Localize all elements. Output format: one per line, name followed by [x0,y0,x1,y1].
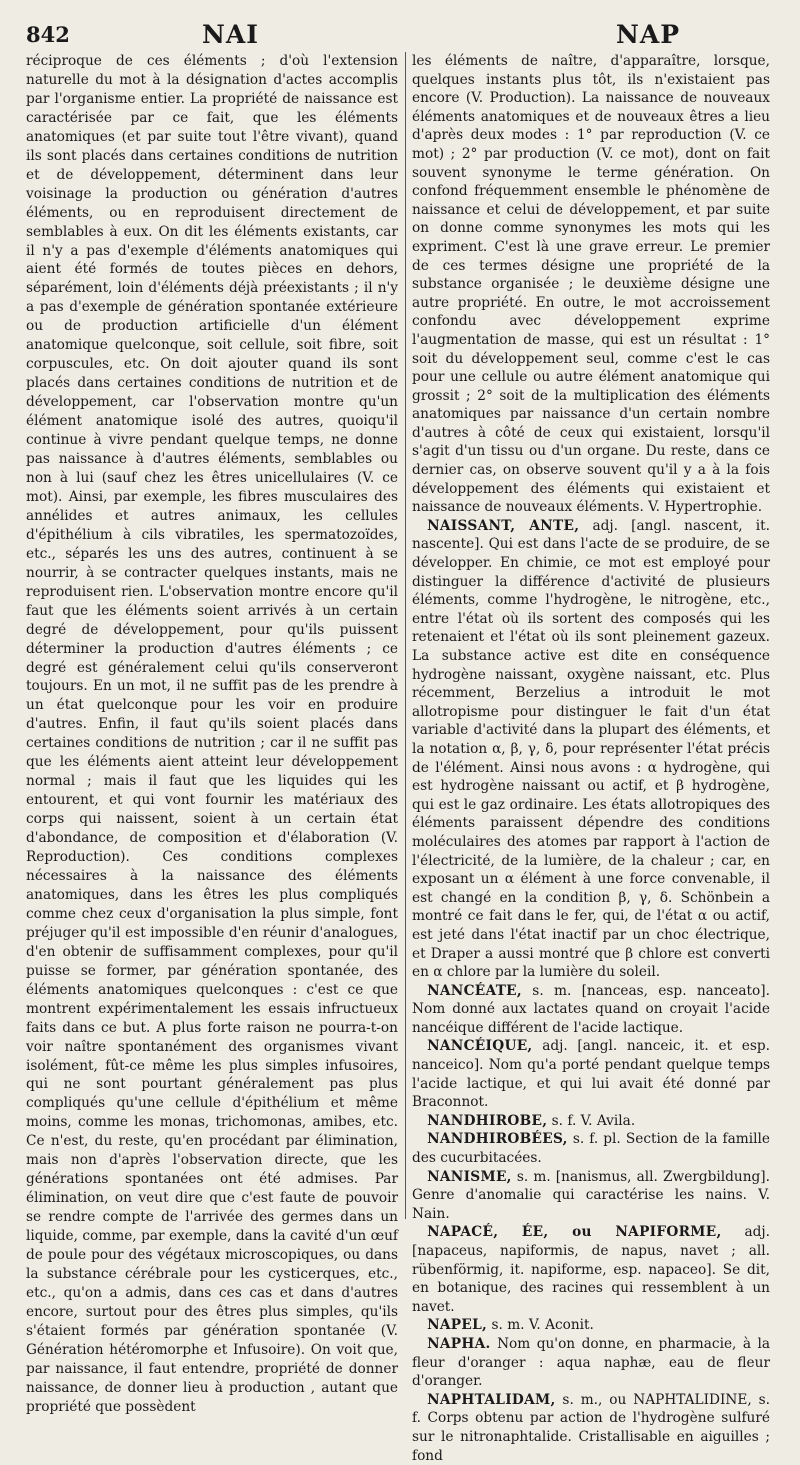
entry-text: s. f. pl. Section de la famille des cucurbitacées. [412,1131,770,1167]
entry-headword: NAPHTALIDAM, [427,1391,556,1408]
entry-headword: NANDHIROBÉES, [427,1131,568,1148]
continued-paragraph: les éléments de naître, d'apparaître, lorsque, quelques instants plus tôt, ils n'existaient pas encore (V. Production). La naissance de nouveaux éléments anatomiques et de nouveaux êtres a lieu d'après deux modes : 1° par reproduction (V. ce mot) ; 2° par production (V. ce mot), dont on fait souvent synonyme le terme génération. On confond fréquemment ensemble le phénomène de naissance et celui de développement, et par suite on donne comme synonymes les mots qui les expriment. C'est là une grave erreur. Le premier de ces termes désigne une propriété de la substance organisée ; le deuxième désigne une autre propriété. En outre, le mot accroissement confondu avec développement exprime l'augmentation de masse, qui est un résultat : 1° soit du développement seul, comme c'est le cas pour une cellule ou autre élément anatomique qui grossit ; 2° soit de la multiplication des éléments anatomiques par naissance d'un certain nombre d'autres à côté de ceux qui existaient, lorsqu'il s'agit d'un tissu ou d'un organe. Du reste, dans ce dernier cas, on observe souvent qu'il y a à la fois développement des éléments qui existaient et naissance de nouveaux éléments. V. Hypertrophie. [412,53,770,516]
page-number: 842 [26,22,70,47]
left-running-head: NAI [202,20,259,49]
dictionary-entry [412,1037,770,1111]
dictionary-entry [412,1168,770,1224]
entry-text: adj. [angl. nascent, it. nascente]. Qui est dans l'acte de se produire, de se développer. En chimie, ce mot est employé pour distinguer la différence d'activité de plusieurs éléments, comme l'hydrogène, le nitrogène, etc., entre l'état où ils sortent des composés qui les retenaient et l'état où ils sont pleinement gazeux. La substance active est dite en conséquence hydrogène naissant, oxygène naissant, etc. Plus récemment, Berzelius a introduit le mot allotropisme pour distinguer le fait d'un état variable d'activité dans la plupart des éléments, et la notation α, β, γ, δ, pour représenter l'état précis de l'élément. Ainsi nous avons : α hydrogène, qui est hydrogène naissant ou actif, et β hydrogène, qui est le gaz ordinaire. Les états allotropiques des éléments paraissent dépendre des conditions moléculaires des atomes par rapport à l'action de l'électricité, de la lumière, de la chaleur ; car, en exposant un α élément à une force convenable, il est changé en la condition β, γ, δ. Schönbein a montré ce fait dans le fer, qui, de l'état α ou actif, est jeté dans l'état inactif par un choc électrique, et Draper a aussi montré que β chlore est converti en α chlore par la lumière du soleil. [412,517,770,981]
dictionary-entry [412,1112,770,1131]
dictionary-entry [412,1130,770,1167]
dictionary-entry [412,1391,770,1465]
dictionary-entry [412,517,770,982]
entry-text: s. m. [nanceas, esp. nanceato]. Nom donné aux lactates quand on croyait l'acide nancéique différent de l'acide lactique. [412,982,770,1036]
dictionary-entry [412,1223,770,1316]
entry-headword: NAPACÉ, ÉE, ou NAPIFORME, [427,1224,722,1241]
dictionary-entry [412,1316,770,1335]
dictionary-entry [412,982,770,1038]
entry-text: adj. [napaceus, napiformis, de napus, navet ; all. rübenförmig, it. napiforme, esp. napaceo]. Se dit, en botanique, des racines qui ressemblent à un navet. [412,1224,770,1315]
entry-text: Nom qu'on donne, en pharmacie, à la fleur d'oranger : aqua naphæ, eau de fleur d'oranger. [412,1335,771,1390]
continued-paragraph: réciproque de ces éléments ; d'où l'extension naturelle du mot à la désignation d'actes accomplis par l'organisme entier. La propriété de naissance est caractérisée par ce fait, que les éléments anatomiques (et par suite tout l'être vivant), quand ils sont placés dans certaines conditions de nutrition et de développement, déterminent dans leur voisinage la production ou génération d'autres éléments, ou en reproduisent directement de semblables à eux. On dit les éléments existants, car il n'y a pas d'exemple d'éléments anatomiques qui aient été formés de toutes pièces en dehors, séparément, loin d'éléments déjà préexistants ; il n'y a pas d'exemple de génération spontanée extérieure ou de production artificielle d'un élément anatomique quelconque, soit cellule, soit fibre, soit corpuscules, etc. On doit ajouter quand ils sont placés dans certaines conditions de nutrition et de développement, car l'observation montre qu'un élément anatomique isolé des autres, quoiqu'il continue à vivre pendant quelque temps, ne donne pas naissance à d'autres éléments, semblables ou non à lui (sauf chez les êtres unicellulaires (V. ce mot). Ainsi, par exemple, les fibres musculaires des annélides et autres animaux, les cellules d'épithélium à cils vibratiles, les spermatozoïdes, etc., séparés les uns des autres, continuent à se nourrir, à se contracter quelques instants, mais ne reproduisent rien. L'observation montre encore qu'il faut que les éléments soient arrivés à un certain degré de développement, pour qu'ils puissent déterminer la production d'autres éléments ; ce degré est généralement celui qu'ils conserveront toujours. En un mot, il ne suffit pas de les prendre à un état quelconque pour les voir en produire d'autres. Enfin, il faut qu'ils soient placés dans certaines conditions de nutrition ; car il ne suffit pas que les éléments aient atteint leur développement normal ; mais il faut que les liquides qui les entourent, et qui vont fournir les matériaux des corps qui naissent, soient à un certain état d'abondance, de composition et d'élaboration (V. Reproduction). Ces conditions complexes nécessaires à la naissance des éléments anatomiques, dans les êtres les plus compliqués comme chez ceux d'organisation la plus simple, font préjuger qu'il est impossible d'en réunir d'analogues, d'en obtenir de suffisamment complexes, pour qu'il puisse se former, par génération spontanée, des éléments anatomiques quelconques : c'est ce que montrent expérimentalement les essais infructueux faits dans ce but. A plus forte raison ne pourra-t-on voir naître spontanément des organismes vivant isolément, fût-ce même les plus simples infusoires, qui ne sont pourtant généralement pas plus compliqués qu'une cellule d'épithélium et même moins, comme les monas, trichomonas, amibes, etc. Ce n'est, du reste, qu'en procédant par élimination, mais non d'après l'observation directe, que les générations spontanées ont été admises. Par élimination, on veut dire que c'est faute de pouvoir se rendre compte de l'arrivée des germes dans un liquide, comme, par exemple, dans la cavité d'un œuf de poule pour des végétaux microscopiques, ou dans la substance cérébrale pour les cysticerques, etc., etc., qu'on a admis, dans ces cas et dans d'autres encore, surtout pour des êtres plus simples, qu'ils s'étaient formés par génération spontanée (V. Génération hétéromorphe et Infusoire). On voit que, par naissance, il faut entendre, propriété de donner naissance, de donner lieu à production , autant que propriété que possèdent [26,53,398,1415]
entry-headword: NAISSANT, ANTE, [427,517,580,534]
running-head [26,8,790,48]
entry-headword: NAPEL, [427,1317,488,1334]
entry-headword: NANCÉIQUE, [427,1038,533,1055]
entry-headword: NANISME, [427,1168,512,1185]
entry-text: s. m., ou NAPHTALIDINE, s. f. Corps obtenu par action de l'hydrogène sulfuré sur le nitronaphtalide. Cristallisable en aiguilles ; fond [412,1391,770,1464]
right-running-head: NAP [616,20,681,49]
dictionary-entry [412,1335,770,1391]
right-column [412,52,771,1464]
entry-headword: NANCÉATE, [427,982,522,999]
entry-headword: NAPHA. [427,1335,491,1352]
entry-text: s. f. V. Avila. [551,1112,636,1129]
column-divider [405,52,406,1219]
entry-text: s. m. [nanismus, all. Zwergbildung]. Genre d'anomalie qui caractérise les nains. V. Nain. [412,1168,770,1222]
left-column [26,52,398,1415]
entry-headword: NANDHIROBE, [427,1112,548,1129]
entry-text: s. m. V. Aconit. [491,1317,594,1334]
entry-text: adj. [angl. nanceic, it. et esp. nanceico]. Nom qu'a porté pendant quelque temps l'acide lactique, et qui lui avait été donné par Braconnot. [412,1038,770,1111]
